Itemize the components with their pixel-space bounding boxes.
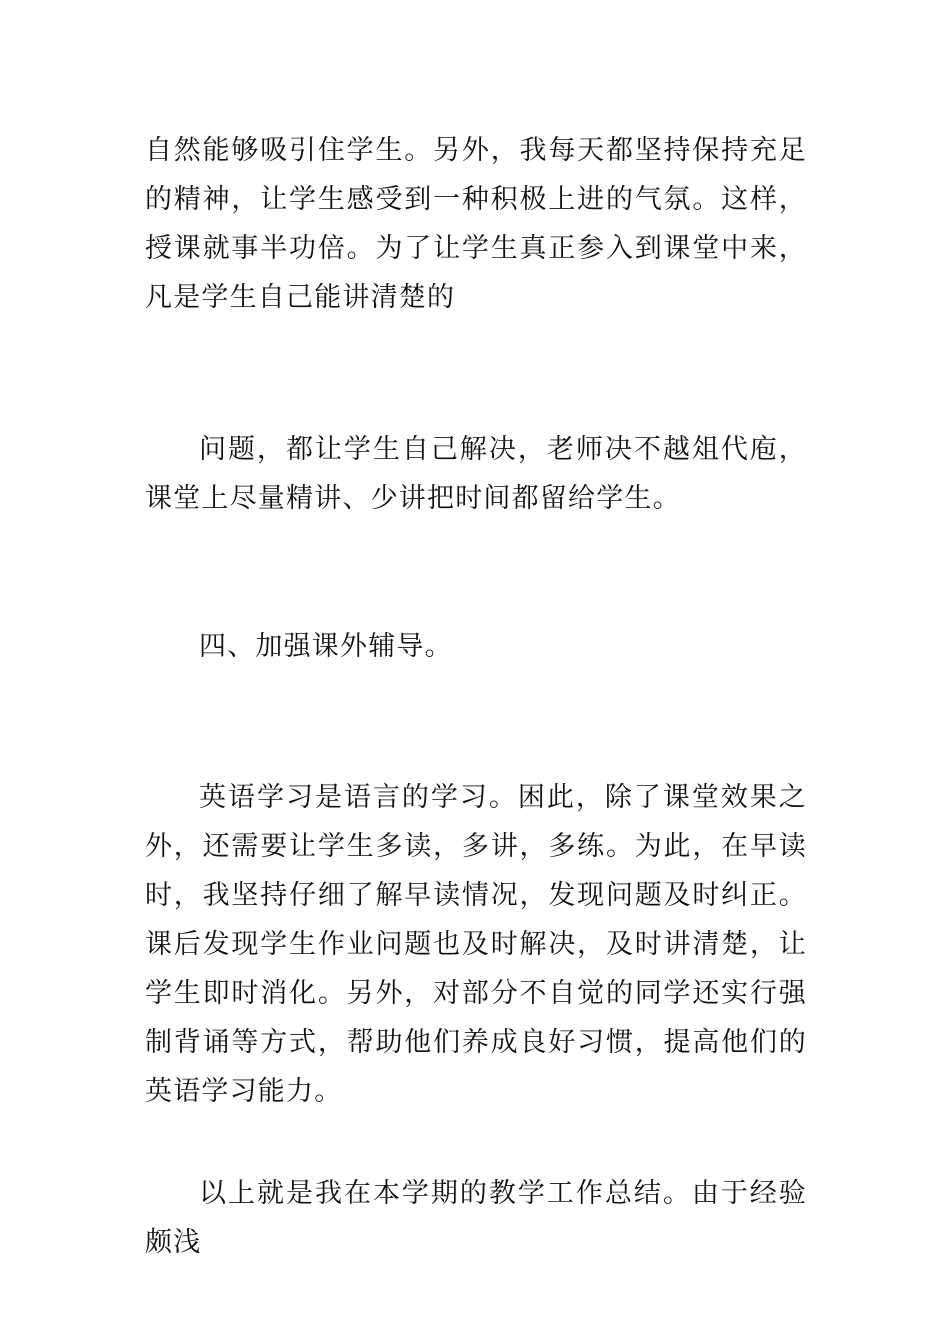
section-heading: 四、加强课外辅导。 xyxy=(199,631,453,662)
paragraph-classroom: 问题，都让学生自己解决，老师决不越俎代庖，课堂上尽量精讲、少讲把时间都留给学生。 xyxy=(145,434,807,514)
paragraph-tutoring: 英语学习是语言的学习。困此，除了课堂效果之外，还需要让学生多读，多讲，多练。为此，在早读时，我坚持仔细了解早读情况，发现问题及时纠正。课后发现学生作业问题也及时解决，及时讲清楚，让学生即时消化。另外，对部分不自觉的同学还实行强制背诵等方式，帮助他们养成良好习惯，提高他们的英语学习能力。 xyxy=(145,782,807,1107)
paragraph-summary: 以上就是我在本学期的教学工作总结。由于经验颇浅 xyxy=(145,1178,807,1258)
paragraph-continuation: 自然能够吸引住学生。另外，我每天都坚持保持充足的精神，让学生感受到一种积极上进的气氛。这样，授课就事半功倍。为了让学生真正参入到课堂中来，凡是学生自己能讲清楚的 xyxy=(145,135,807,313)
